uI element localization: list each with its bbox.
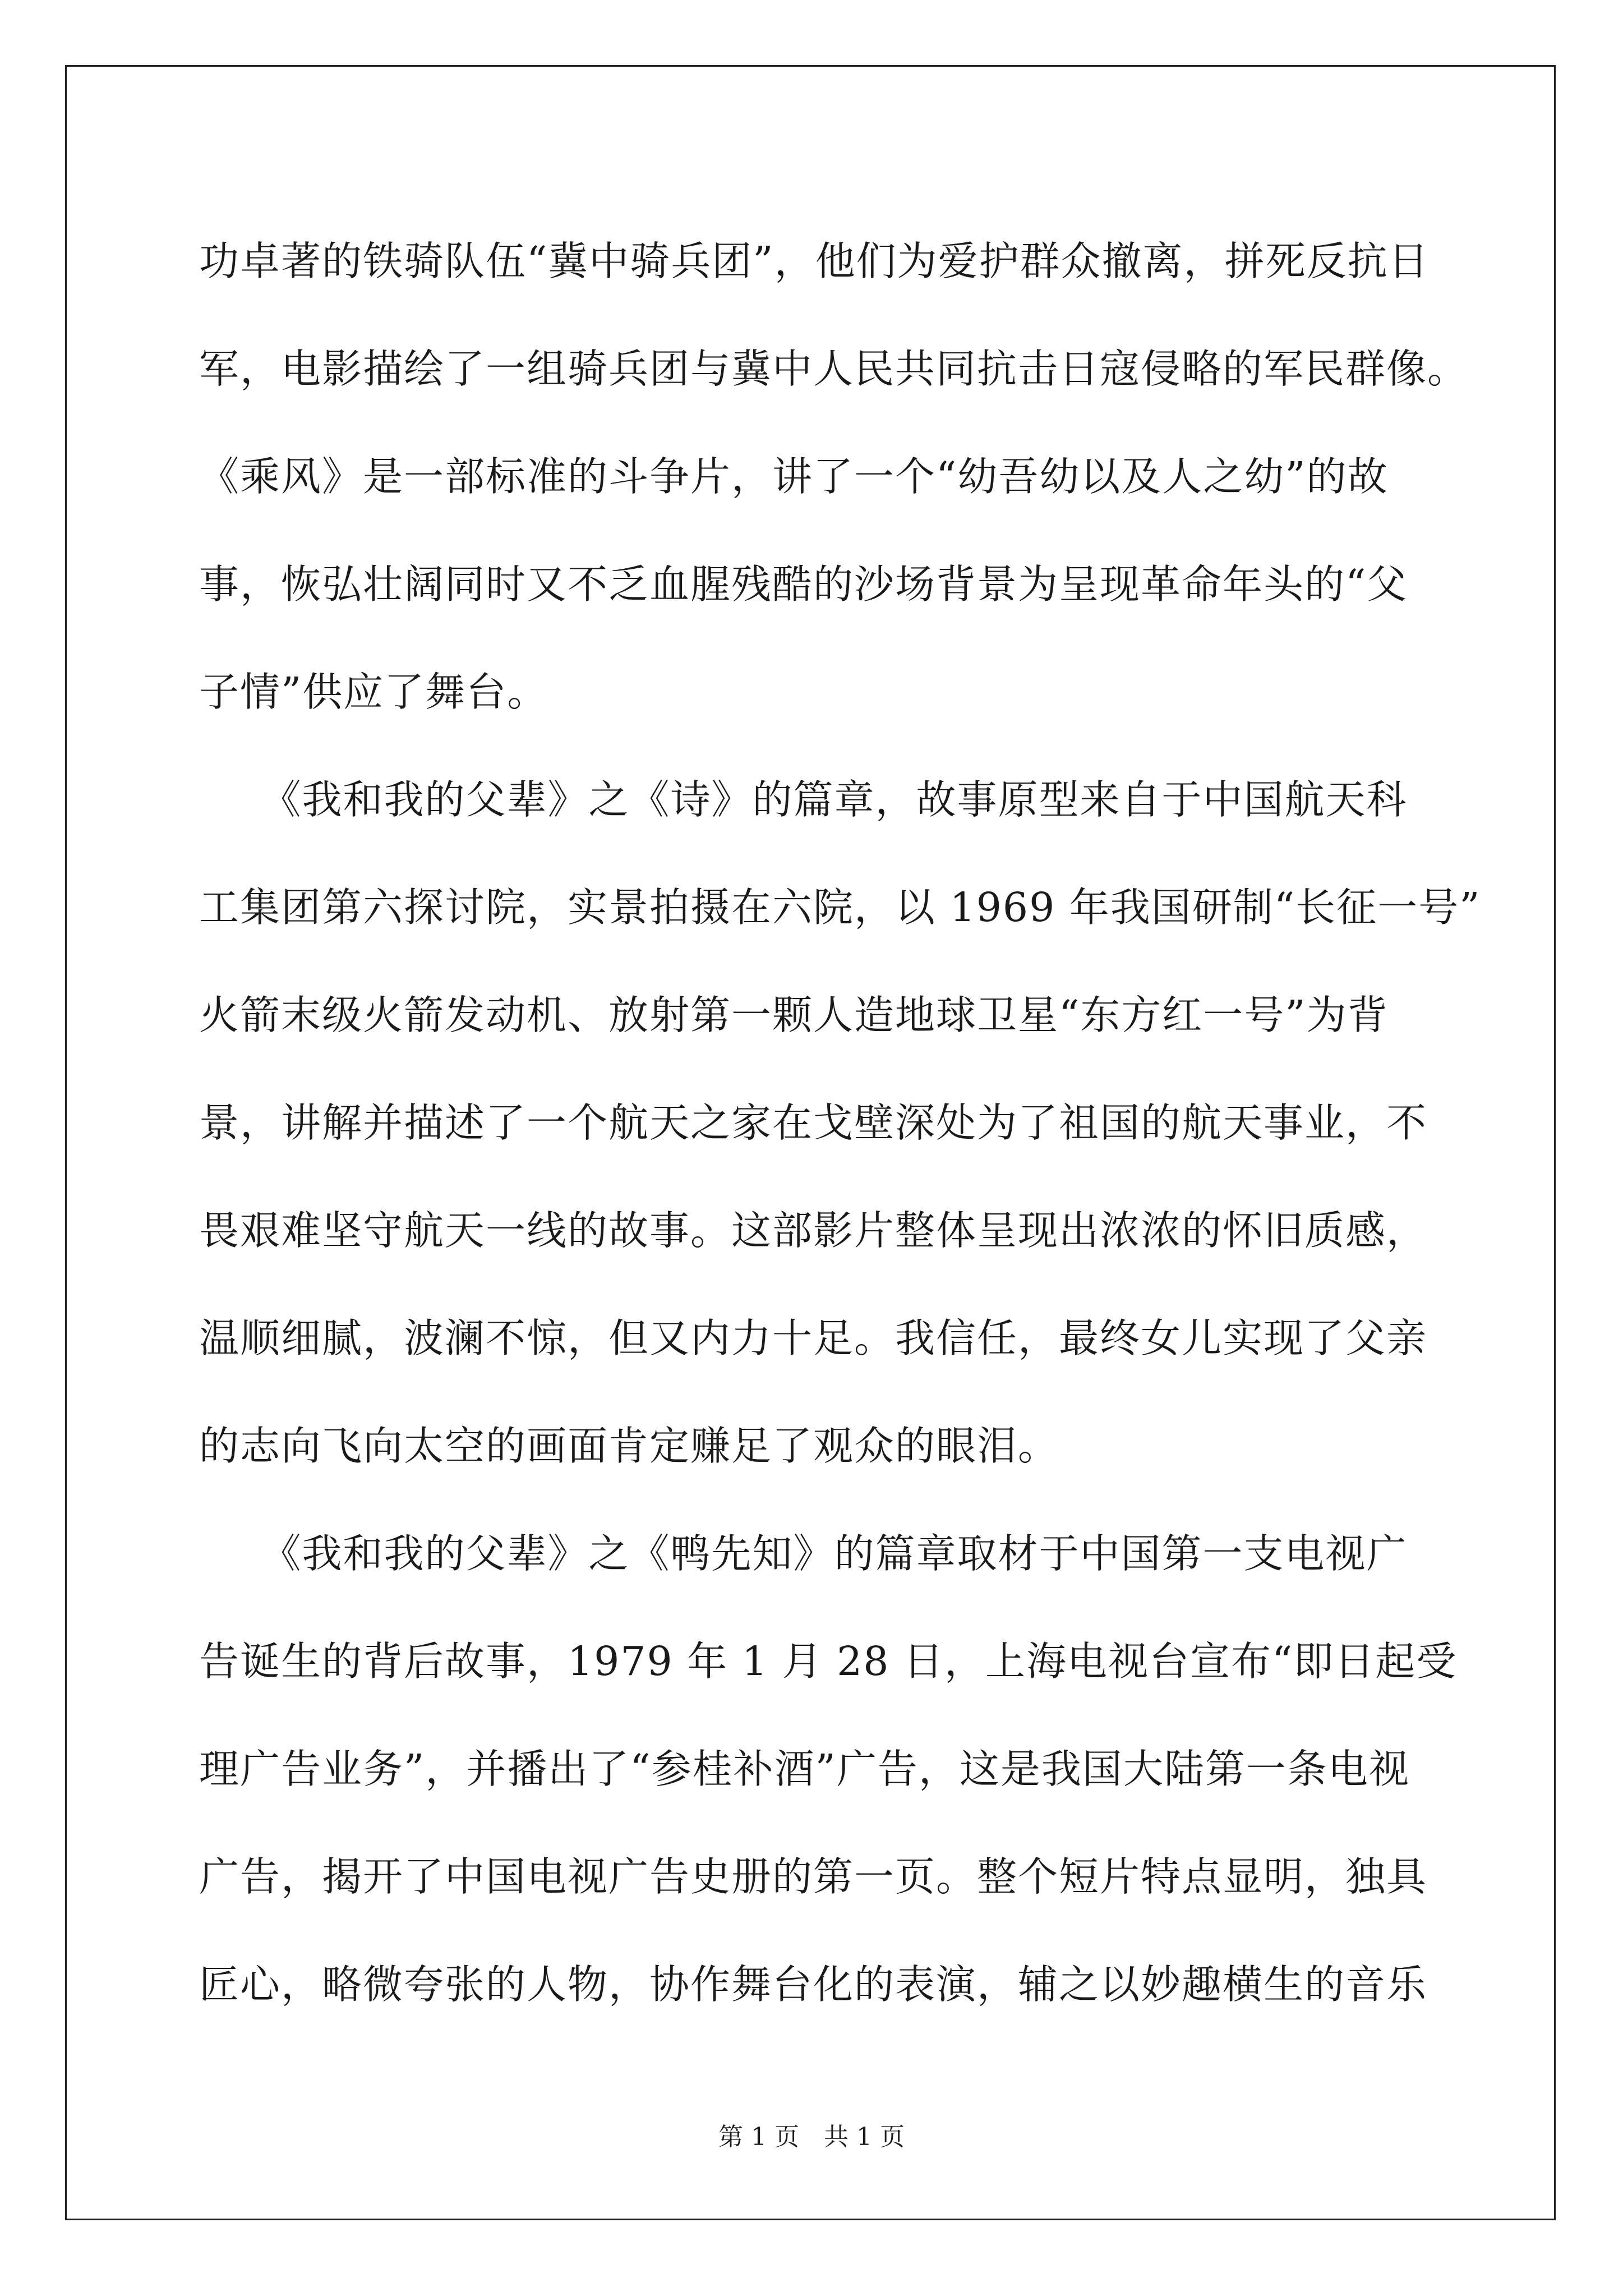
text-line: 广告，揭开了中国电视广告史册的第一页。整个短片特点显明，独具 [199, 1853, 1428, 1900]
text-line: 事，恢弘壮阔同时又不乏血腥残酷的沙场背景为呈现革命年头的“父 [199, 561, 1408, 608]
text-line: 火箭末级火箭发动机、放射第一颗人造地球卫星“东方红一号”为背 [199, 992, 1389, 1038]
text-line: 理广告业务”，并播出了“参桂补酒”广告，这是我国大陆第一条电视 [199, 1746, 1410, 1792]
text-line: 军，电影描绘了一组骑兵团与冀中人民共同抗击日寇侵略的军民群像。 [199, 346, 1469, 392]
page-footer: 第 1 页 共 1 页 [718, 2123, 905, 2151]
text-line: 的志向飞向太空的画面肯定赚足了观众的眼泪。 [199, 1423, 1059, 1469]
text-line: 景，讲解并描述了一个航天之家在戈壁深处为了祖国的航天事业，不 [199, 1099, 1428, 1146]
text-line: 《乘风》是一部标准的斗争片，讲了一个“幼吾幼以及人之幼”的故 [199, 453, 1389, 500]
text-line: 温顺细腻，波澜不惊，但又内力十足。我信任，最终女儿实现了父亲 [199, 1315, 1428, 1361]
text-line: 《我和我的父辈》之《诗》的篇章，故事原型来自于中国航天科 [199, 776, 1408, 823]
document-body [199, 208, 1481, 2039]
text-line: 畏艰难坚守航天一线的故事。这部影片整体呈现出浓浓的怀旧质感， [199, 1207, 1428, 1254]
text-line: 告诞生的背后故事，1979 年 1 月 28 日，上海电视台宣布“即日起受 [199, 1638, 1458, 1685]
text-line: 工集团第六探讨院，实景拍摄在六院，以 1969 年我国研制“长征一号” [199, 884, 1481, 931]
text-line: 功卓著的铁骑队伍“冀中骑兵团”，他们为爱护群众撤离，拼死反抗日 [199, 238, 1430, 284]
text-line: 子情”供应了舞台。 [199, 669, 548, 715]
text-line: 匠心，略微夸张的人物，协作舞台化的表演，辅之以妙趣横生的音乐 [199, 1961, 1428, 2008]
text-line: 《我和我的父辈》之《鸭先知》的篇章取材于中国第一支电视广 [199, 1530, 1408, 1577]
